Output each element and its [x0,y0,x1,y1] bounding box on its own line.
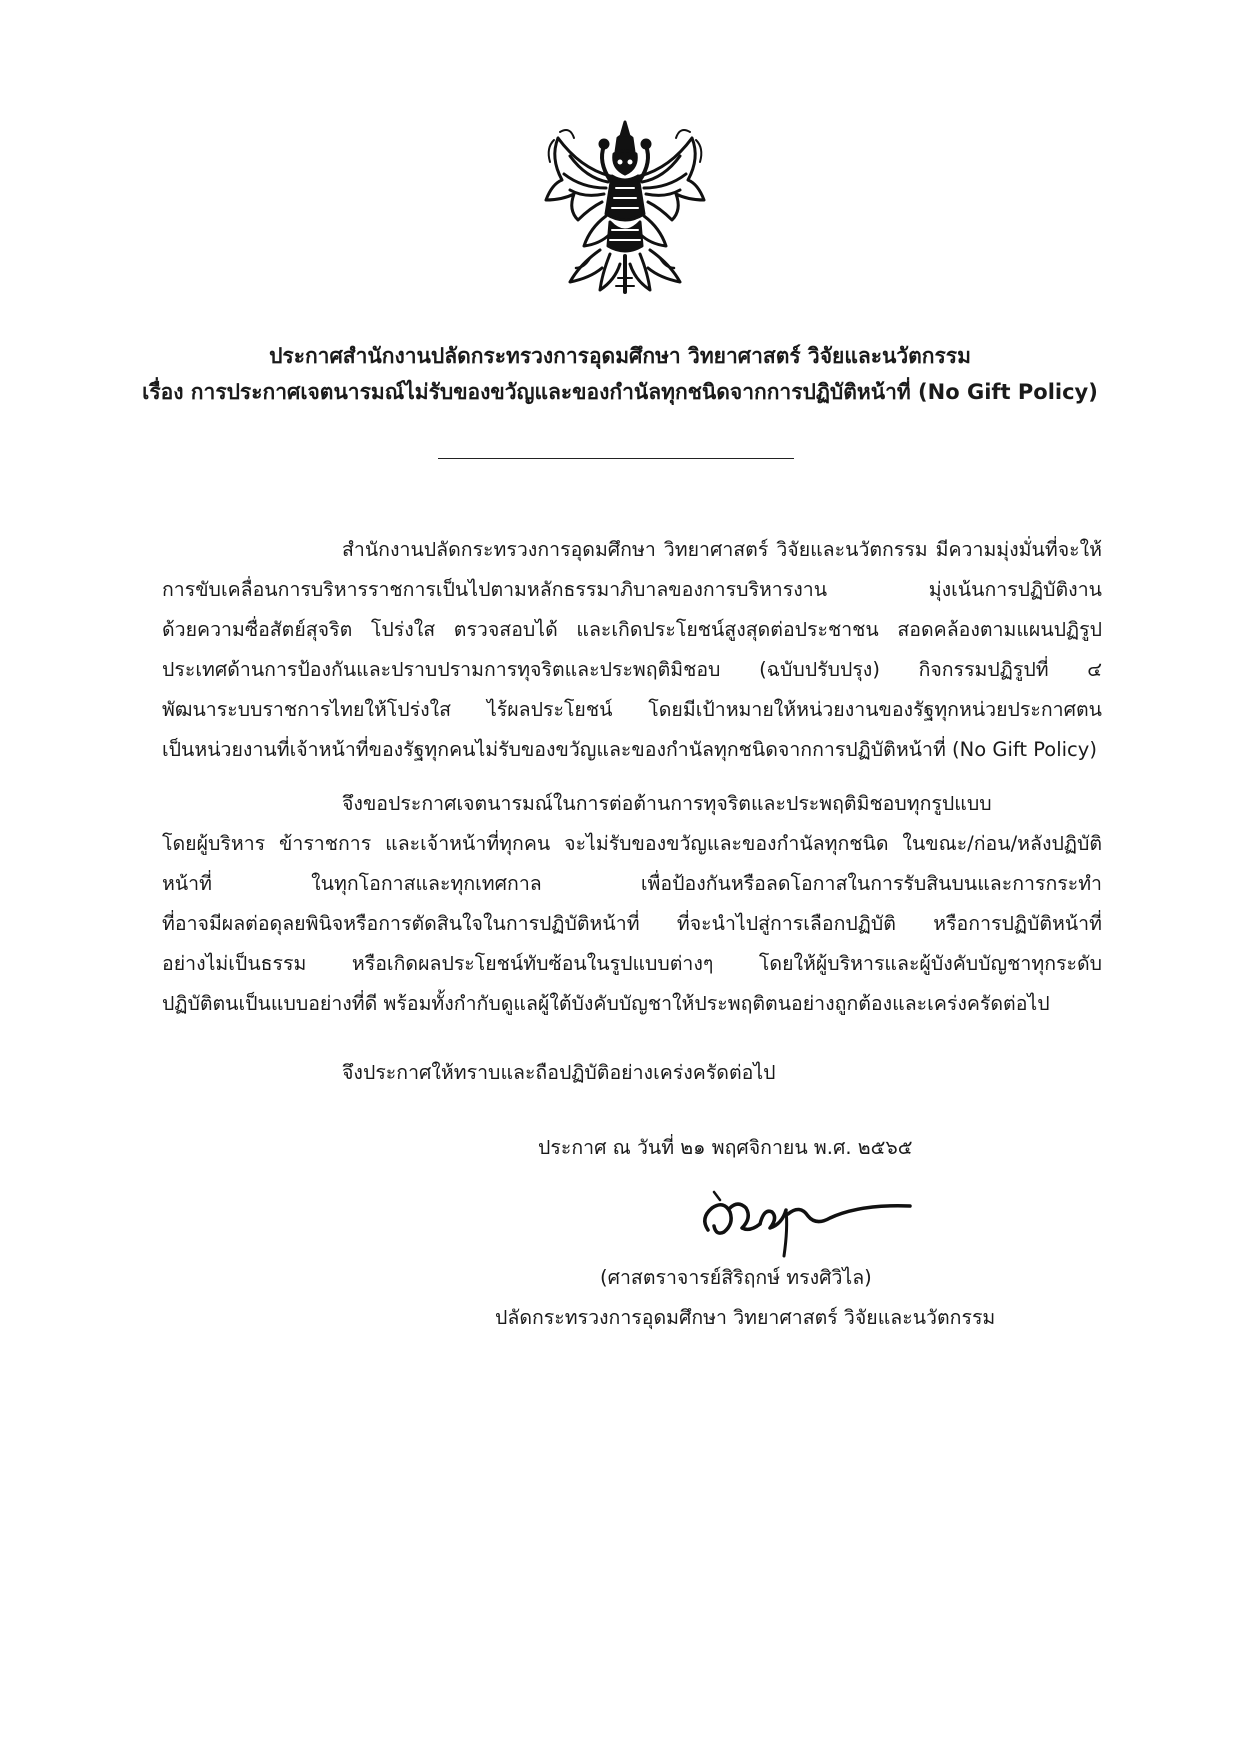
announcement-subject: เรื่อง การประกาศเจตนารมณ์ไม่รับของขวัญและของกำนัลทุกชนิดจากการปฏิบัติหน้าที่ (No Gift Policy) [142,380,1098,404]
handwritten-signature-icon [690,1178,920,1268]
signer-title: ปลัดกระทรวงการอุดมศึกษา วิทยาศาสตร์ วิจัยและนวัตกรรม [495,1306,996,1329]
title-divider [438,458,794,459]
paragraph-line: หน้าที่ ในทุกโอกาสและทุกเทศกาล เพื่อป้องกันหรือลดโอกาสในการรับสินบนและการกระทำ [162,872,1102,895]
paragraph-1 [162,530,1102,770]
signer-name: (ศาสตราจารย์สิริฤกษ์ ทรงศิวิไล) [600,1266,872,1289]
paragraph-line: ที่อาจมีผลต่อดุลยพินิจหรือการตัดสินใจในการปฏิบัติหน้าที่ ที่จะนำไปสู่การเลือกปฏิบัติ หรือการปฏิบัติหน้าที่ [162,912,1102,935]
paragraph-line: ปฏิบัติตนเป็นแบบอย่างที่ดี พร้อมทั้งกำกับดูแลผู้ใต้บังคับบัญชาให้ประพฤติตนอย่างถูกต้องและเคร่งครัดต่อไป [162,992,1050,1015]
announcement-date: ประกาศ ณ วันที่ ๒๑ พฤศจิกายน พ.ศ. ๒๕๖๕ [538,1136,913,1159]
paragraph-line: จึงขอประกาศเจตนารมณ์ในการต่อต้านการทุจริตและประพฤติมิชอบทุกรูปแบบ [342,792,992,815]
paragraph-line: การขับเคลื่อนการบริหารราชการเป็นไปตามหลักธรรมาภิบาลของการบริหารงาน มุ่งเน้นการปฏิบัติงาน [162,578,1102,601]
paragraph-line: ด้วยความซื่อสัตย์สุจริต โปร่งใส ตรวจสอบได้ และเกิดประโยชน์สูงสุดต่อประชาชน สอดคล้องตามแผนปฏิรูป [162,618,1102,641]
announcement-title: ประกาศสำนักงานปลัดกระทรวงการอุดมศึกษา วิทยาศาสตร์ วิจัยและนวัตกรรม [269,344,971,368]
paragraph-2 [162,784,1102,1024]
garuda-emblem-icon [540,118,710,296]
closing-statement: จึงประกาศให้ทราบและถือปฏิบัติอย่างเคร่งครัดต่อไป [342,1061,776,1084]
paragraph-line: โดยผู้บริหาร ข้าราชการ และเจ้าหน้าที่ทุกคน จะไม่รับของขวัญและของกำนัลทุกชนิด ในขณะ/ก่อน/หลังปฏิบัติ [162,832,1102,855]
paragraph-line: ประเทศด้านการป้องกันและปราบปรามการทุจริตและประพฤติมิชอบ (ฉบับปรับปรุง) กิจกรรมปฏิรูปที่ ๔ [162,658,1102,681]
paragraph-line: พัฒนาระบบราชการไทยให้โปร่งใส ไร้ผลประโยชน์ โดยมีเป้าหมายให้หน่วยงานของรัฐทุกหน่วยประกาศตน [162,698,1102,721]
paragraph-line: อย่างไม่เป็นธรรม หรือเกิดผลประโยชน์ทับซ้อนในรูปแบบต่างๆ โดยให้ผู้บริหารและผู้บังคับบัญชาทุกระดับ [162,952,1102,975]
paragraph-line: เป็นหน่วยงานที่เจ้าหน้าที่ของรัฐทุกคนไม่รับของขวัญและของกำนัลทุกชนิดจากการปฏิบัติหน้าที่ (No Gift Policy) [162,738,1097,761]
paragraph-line: สำนักงานปลัดกระทรวงการอุดมศึกษา วิทยาศาสตร์ วิจัยและนวัตกรรม มีความมุ่งมั่นที่จะให้ [342,538,1102,561]
title-block [120,338,1120,410]
